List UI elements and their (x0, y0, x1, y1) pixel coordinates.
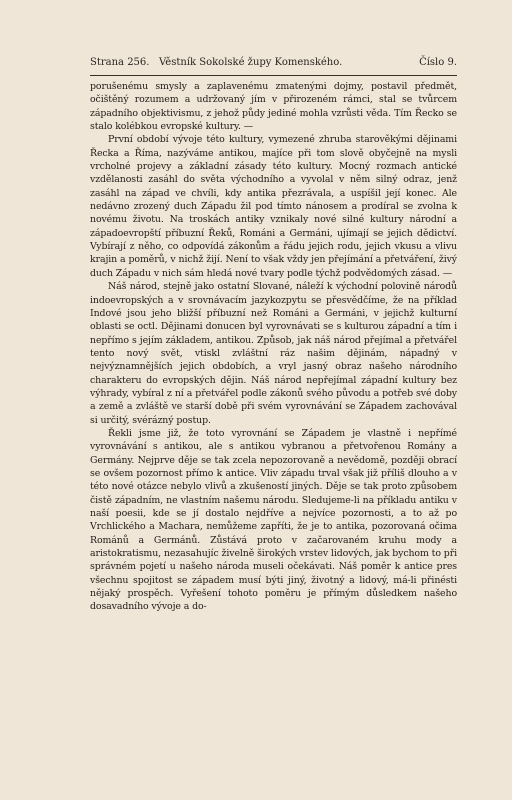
issue-number: Číslo 9. (419, 57, 457, 68)
paragraph: Náš národ, stejně jako ostatní Slované, náleží k východní polovině národů indoevropských a v srovnávacím jazykozpytu se přesvědčíme, že na příklad Indové jsou jeho bližší příbuzní než Románi a Germáni, v jejichž kulturní oblasti se octl. Dějinami donucen byl vyrovnávati se s kulturou západní a tím i nepřímo s jejím základem, antikou. Způsob, jak náš národ přejímal a přetvářel tento nový svět, vtiskl zvláštní ráz našim dějinám, nápadný v nejvýznamnějších jejich obdobích, a vryl jasný obraz našeho národního charakteru do evropských dějin. Náš národ nepřejímal západní kultury bez výhrady, vybíral z ní a přetvářel podle zákonů svého původu a potřeb své doby a země a zvláště ve starší době při svém vyrovnávání se Západem zachovával si určitý, svérázný postup. (90, 281, 457, 426)
journal-title: Věstník Sokolské župy Komenského. (159, 57, 343, 68)
article-body (90, 80, 457, 614)
paragraph: porušenému smysly a zaplavenému zmatenými dojmy, postavil předmět, očištěný rozumem a udržovaný jím v přirozeném rámci, stal se tvůrcem západního objektivismu, z jehož půdy jediné mohla vzrůsti věda. Tím Řecko se stalo kolébkou evropské kultury. — (90, 81, 457, 133)
paragraph: Řekli jsme již, že toto vyrovnání se Západem je vlastně i nepřímé vyrovnávání s antikou, ale s antikou vybranou a přetvořenou Romány a Germány. Nejprve děje se tak zcela nepozorovaně a nevědomě, později obrací se ovšem pozornost přímo k antice. Vliv západu trval však již příliš dlouho a v této nové otázce nebylo vlivů a zkušeností jiných. Děje se tak proto způsobem čistě západním, ne vlastním našemu národu. Sledujeme-li na příkladu antiku v naší poesii, kde se jí dostalo nejdříve a nejvíce pozornosti, a to až po Vrchlického a Machara, nemůžeme zapříti, že je to antika, pozorovaná očima Románů a Germánů. Zůstává proto v začarovaném kruhu mody a aristokratismu, nezasahujíc živelně širokých vrstev lidových, jak bychom to při správném pojetí u našeho národa museli očekávati. Náš poměr k antice pres všechnu spojitost se západem musí býti jiný, životný a lidový, má-li přinésti nějaký prospěch. Vyřešení tohoto poměru je přímým důsledkem našeho dosavadního vývoje a do- (90, 427, 457, 613)
running-header (90, 57, 457, 73)
paragraph: První období vývoje této kultury, vymezené zhruba starověkými dějinami Řecka a Říma, nazýváme antikou, majíce při tom slově obyčejně na mysli vrcholné projevy a základní zásady této kultury. Mocný rozmach antické vzdělanosti zasáhl do světa východního a vyvolal v něm silný odraz, jenž zasáhl na západ ve chvíli, kdy antika přezrávala, a uspíšil její konec. Ale nedávno zrozený duch Západu žil pod tímto nánosem a prodíral se zvolna k novému životu. Na troskách antiky vznikaly nové silné kultury národní a západoevropští příbuzní Řeků, Románi a Germáni, ujímají se jejich dědictví. Vybírají z něho, co odpovídá zákonům a řádu jejich rodu, jejich vkusu a vlivu krajin a poměrů, v nichž žijí. Není to však vždy jen přejímání a přetváření, živý duch Západu v nich sám hledá nové tvary podle týchž podvědomých zásad. — (90, 134, 457, 279)
page-number: Strana 256. (90, 57, 150, 68)
header-rule (90, 75, 457, 76)
